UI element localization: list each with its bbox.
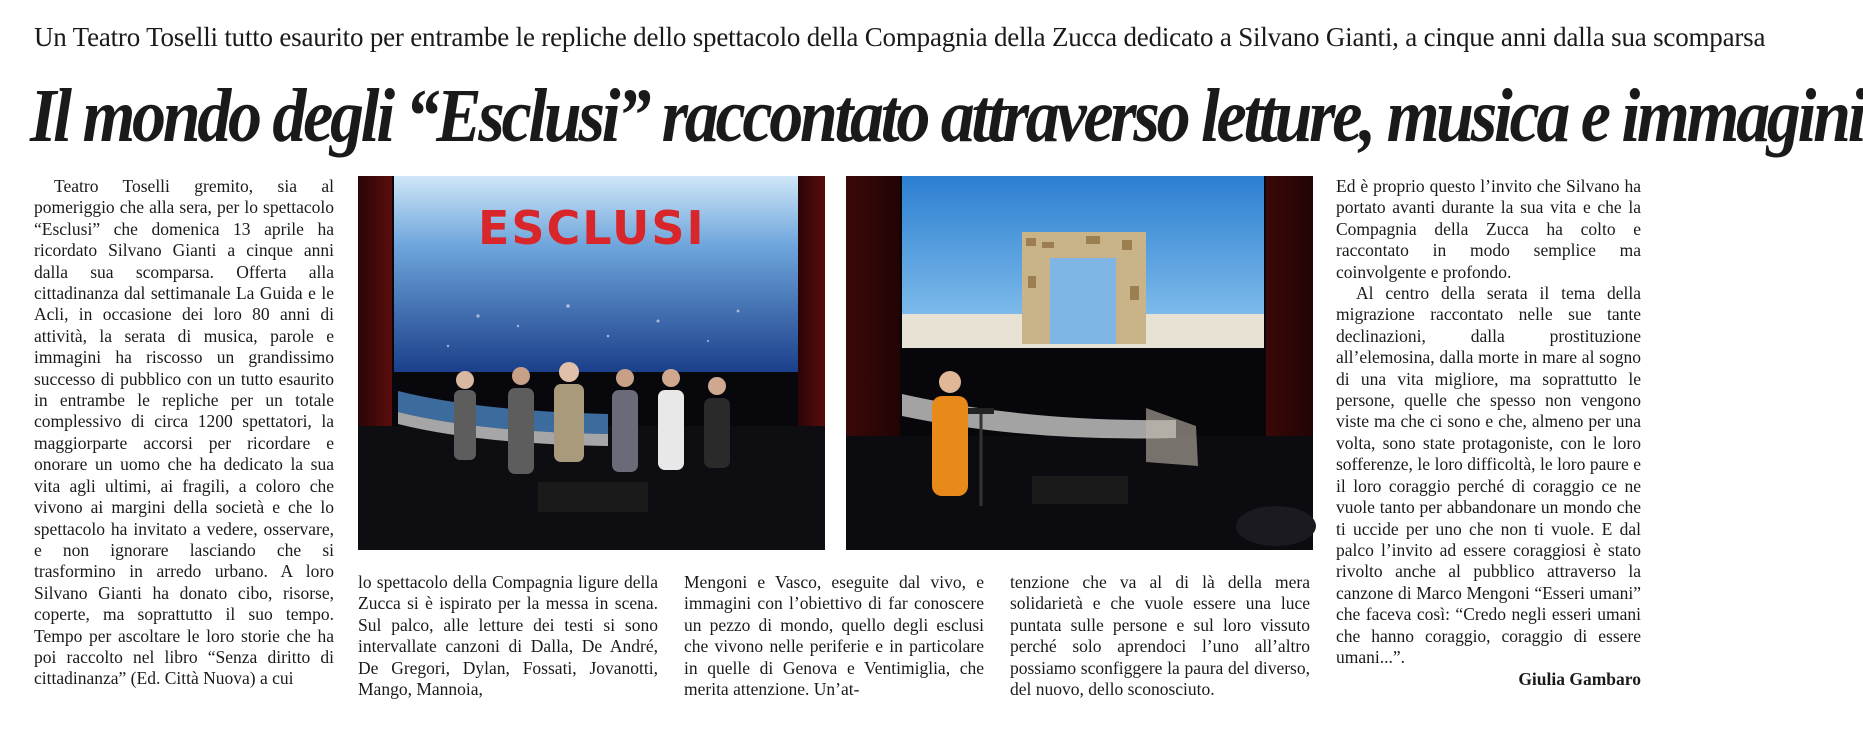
article-column-3: [684, 572, 984, 700]
photo-stage-reader: [846, 176, 1313, 550]
column-5-paragraph-1: Ed è proprio questo l’invito che Silvano ha portato avanti durante la sua vita e che la Compagnia della Zucca ha colto e raccontato in modo semplice ma coinvolgente e profondo.: [1336, 176, 1641, 282]
column-3-text: Mengoni e Vasco, eseguite dal vivo, e immagini con l’obiettivo di far conoscere un pezzo di mondo, quello degli esclusi che vivono nelle periferie e in particolare in quelle di Genova e Ventimiglia, che merita attenzione. Un’at-: [684, 572, 984, 700]
article-column-1: [34, 176, 334, 690]
column-5-paragraph-2: Al centro della serata il tema della migrazione raccontato nelle sue tante declinazioni, dalla prostituzione all’elemosina, dalla morte in mare al sogno di una vita migliore, ma soprattutto le persone, quelle che spesso non vengono viste ma che ci sono e che, almeno per una volta, sono state protagoniste, con le loro sofferenze, le loro difficoltà, le loro paure e il loro coraggio perché di coraggio ce ne vuole tanto per abbandonare un mondo che ti uccide per uno che non ti vuole. E dal palco l’invito ad essere coraggiosi è stato rivolto anche al pubblico attraverso la canzone di Marco Mengoni “Esseri umani” che faceva così: “Credo negli esseri umani che hanno coraggio, coraggio di essere umani...”.: [1336, 283, 1641, 667]
column-1-text: Teatro Toselli gremito, sia al pomeriggio che alla sera, per lo spettacolo “Esclusi” che domenica 13 aprile ha ricordato Silvano Gianti a cinque anni dalla sua scomparsa. Offerta alla cittadinanza dal settimanale La Guida e le Acli, in occasione dei loro 80 anni di attività, la serata di musica, parole e immagini ha riscosso un grandissimo successo di pubblico con un tutto esaurito in entrambe le repliche per un totale complessivo di circa 1200 spettatori, la maggiorparte accorsi per ricordare e onorare un uomo che ha dedicato la sua vita agli ultimi, ai fragili, a coloro che vivono ai margini della società e che lo spettacolo ha invitato a vedere, osservare, e non ignorare lasciando che si trasformino in arredo urbano. A loro Silvano Gianti ha donato cibo, risorse, coperte, ma soprattutto il suo tempo. Tempo per ascoltare le loro storie che ha poi raccolto nel libro “Senza diritto di cittadinanza” (Ed. Città Nuova) a cui: [34, 176, 334, 689]
photo-stage-group-image: [358, 176, 825, 550]
photo-stage-reader-image: [846, 176, 1313, 550]
article-headline: Il mondo degli “Esclusi” raccontato attraverso letture, musica e immagini: [30, 72, 1863, 158]
author-signature: Giulia Gambaro: [1518, 669, 1641, 690]
column-4-text: tenzione che va al di là della mera solidarietà e che vuole essere una luce puntata sulle persone e sul loro vissuto perché solo aprendoci l’uno all’altro possiamo sconfiggere la paura del diverso, del nuovo, dello sconosciuto.: [1010, 572, 1310, 700]
photo-screen-title: ESCLUSI: [478, 201, 706, 255]
article-column-4: [1010, 572, 1310, 700]
article-column-2: [358, 572, 658, 700]
photo-stage-group: [358, 176, 825, 550]
article-kicker: Un Teatro Toselli tutto esaurito per entrambe le repliche dello spettacolo della Compagnia della Zucca dedicato a Silvano Gianti, a cinque anni dalla sua scomparsa: [34, 22, 1766, 52]
article-column-5: [1336, 176, 1641, 691]
column-2-text: lo spettacolo della Compagnia ligure della Zucca si è ispirato per la messa in scena. Sul palco, alle letture dei testi si sono intervallate canzoni di Dalla, De André, De Gregori, Dylan, Fossati, Jovanotti, Mango, Mannoia,: [358, 572, 658, 700]
